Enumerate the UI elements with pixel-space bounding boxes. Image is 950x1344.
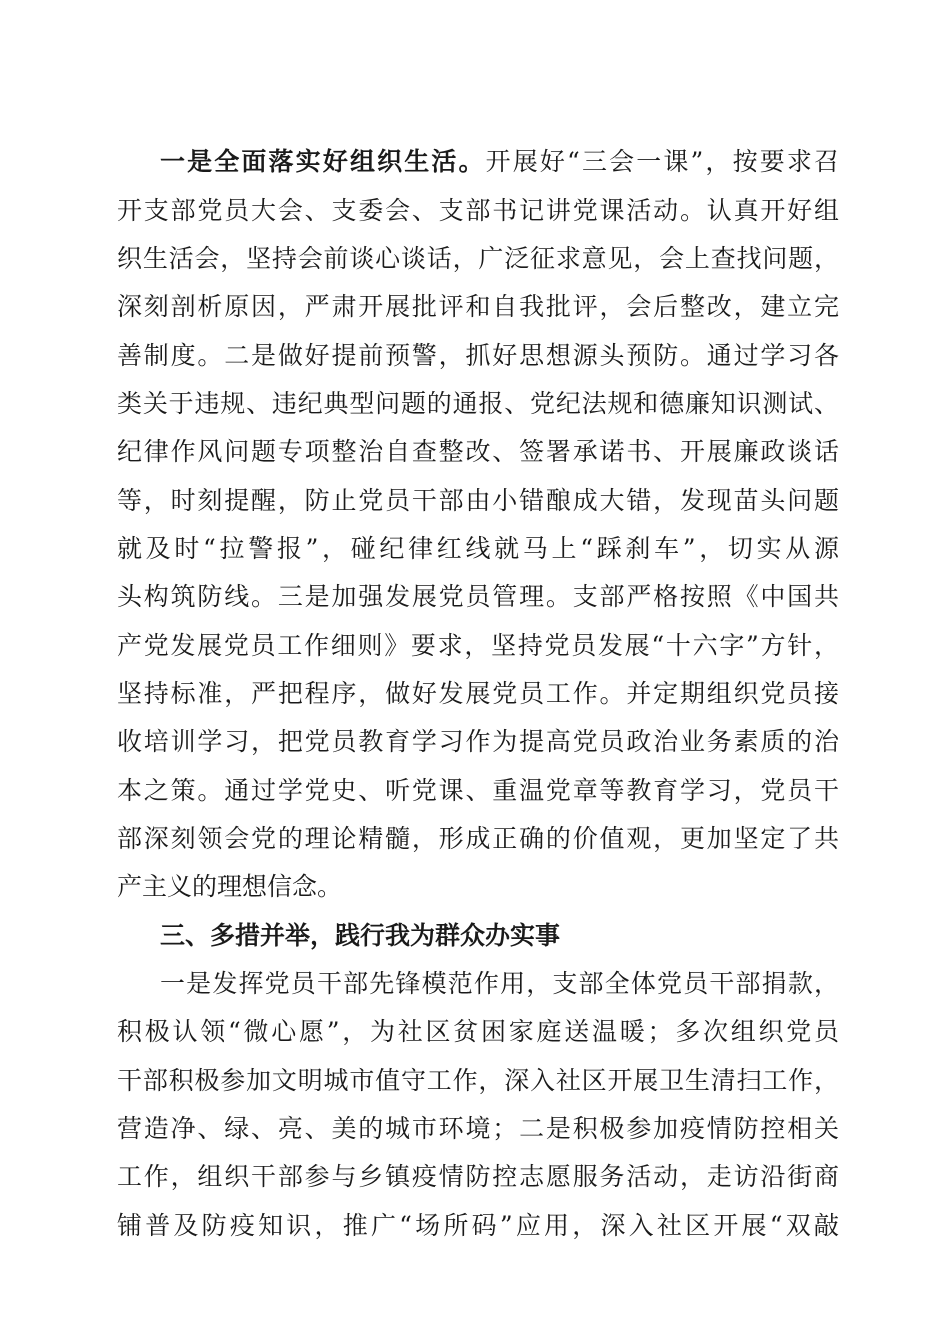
paragraph-2-line-6: 铺普及防疫知识，推广“场所码”应用，深入社区开展“双敲 bbox=[117, 1211, 839, 1240]
paragraph-2-line-4: 营造净、绿、亮、美的城市环境；二是积极参加疫情防控相关 bbox=[117, 1114, 839, 1143]
paragraph-1-line-2: 开支部党员大会、支委会、支部书记讲党课活动。认真开好组 bbox=[117, 196, 839, 225]
paragraph-1-line-7: 纪律作风问题专项整治自查整改、签署承诺书、开展廉政谈话 bbox=[117, 437, 839, 466]
paragraph-1-line-9: 就及时“拉警报”，碰纪律红线就马上“踩刹车”，切实从源 bbox=[117, 534, 839, 563]
section-heading: 三、多措并举，践行我为群众办实事 bbox=[160, 921, 561, 950]
paragraph-2-line-5: 工作，组织干部参与乡镇疫情防控志愿服务活动，走访沿街商 bbox=[117, 1162, 839, 1191]
paragraph-2-line-2: 积极认领“微心愿”，为社区贫困家庭送温暖；多次组织党员 bbox=[117, 1017, 839, 1046]
paragraph-1-line-14: 本之策。通过学党史、听党课、重温党章等教育学习，党员干 bbox=[117, 776, 839, 805]
paragraph-1-lead: 一是全面落实好组织生活。 bbox=[160, 147, 486, 176]
paragraph-1-line-6: 类关于违规、违纪典型问题的通报、党纪法规和德廉知识测试、 bbox=[117, 389, 839, 418]
paragraph-1-line-10: 头构筑防线。三是加强发展党员管理。支部严格按照《中国共 bbox=[117, 582, 839, 611]
paragraph-1-line-11: 产党发展党员工作细则》要求，坚持党员发展“十六字”方针， bbox=[117, 631, 839, 660]
paragraph-1-line-8: 等，时刻提醒，防止党员干部由小错酿成大错，发现苗头问题 bbox=[117, 486, 839, 515]
paragraph-1-line-15: 部深刻领会党的理论精髓，形成正确的价值观，更加坚定了共 bbox=[117, 824, 839, 853]
paragraph-1-line-4: 深刻剖析原因，严肃开展批评和自我批评，会后整改，建立完 bbox=[117, 292, 839, 321]
paragraph-1-line-1-text: 开展好“三会一课”，按要求召 bbox=[485, 147, 839, 176]
paragraph-1-line-16: 产主义的理想信念。 bbox=[117, 872, 343, 901]
paragraph-1-line-12: 坚持标准，严把程序，做好发展党员工作。并定期组织党员接 bbox=[117, 679, 839, 708]
paragraph-1-line-3: 织生活会，坚持会前谈心谈话，广泛征求意见，会上查找问题， bbox=[117, 244, 839, 273]
paragraph-2-line-3: 干部积极参加文明城市值守工作，深入社区开展卫生清扫工作， bbox=[117, 1066, 839, 1095]
paragraph-1-line-5: 善制度。二是做好提前预警，抓好思想源头预防。通过学习各 bbox=[117, 341, 839, 370]
paragraph-2-line-1: 一是发挥党员干部先锋模范作用，支部全体党员干部捐款， bbox=[160, 969, 839, 998]
paragraph-1-line-13: 收培训学习，把党员教育学习作为提高党员政治业务素质的治 bbox=[117, 727, 839, 756]
paragraph-1-line-1 bbox=[160, 145, 839, 179]
